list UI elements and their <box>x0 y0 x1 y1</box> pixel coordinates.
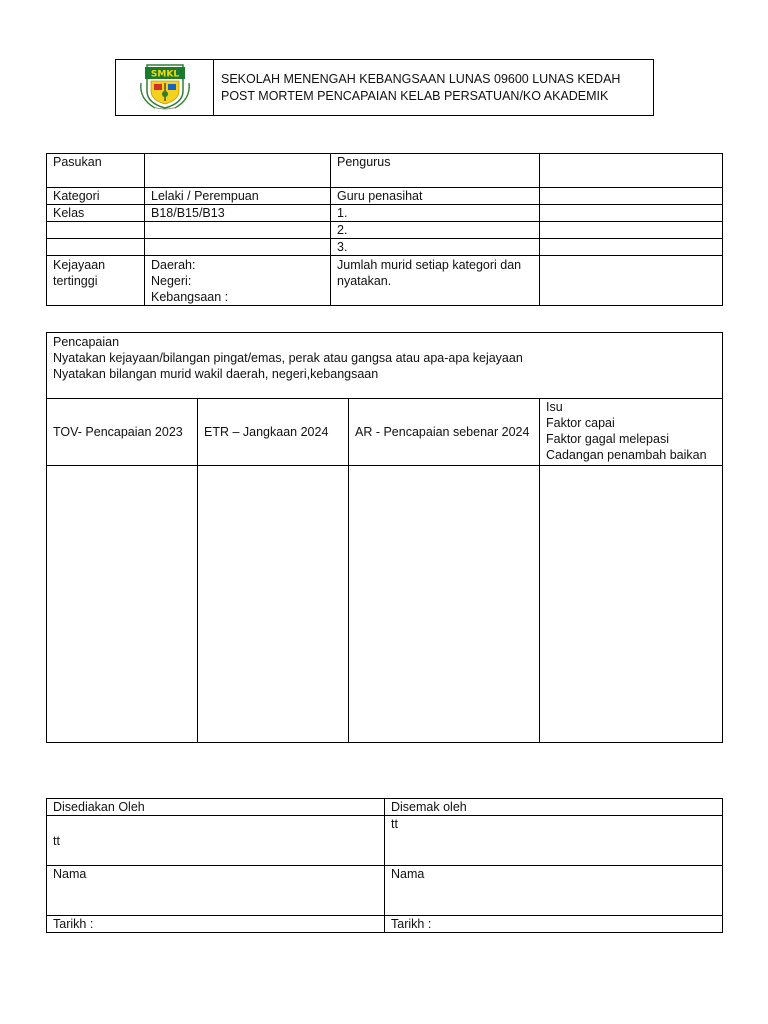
school-crest-icon <box>135 61 195 111</box>
achievement-instruction-2: Nyatakan bilangan murid wakil daerah, negeri,kebangsaan <box>53 367 379 381</box>
jumlah-murid-label: Jumlah murid setiap kategori dan nyatakan. <box>331 256 540 306</box>
title-cell <box>214 60 654 116</box>
faktor-gagal-label: Faktor gagal melepasi <box>546 432 669 446</box>
faktor-capai-label: Faktor capai <box>546 416 615 430</box>
achievement-table <box>46 332 723 743</box>
kejayaan-label: Kejayaan tertinggi <box>47 256 145 306</box>
guru-penasihat-value-cell[interactable] <box>540 188 723 205</box>
daerah-label: Daerah: <box>151 258 196 272</box>
achievement-instruction-1: Nyatakan kejayaan/bilangan pingat/emas, perak atau gangsa atau apa-apa kejayaan <box>53 351 523 365</box>
kategori-value: Lelaki / Perempuan <box>145 188 331 205</box>
kejayaan-levels <box>145 256 331 306</box>
pengurus-value-cell[interactable] <box>540 154 723 188</box>
col-tov: TOV- Pencapaian 2023 <box>47 399 198 466</box>
school-name: SEKOLAH MENENGAH KEBANGSAAN LUNAS 09600 LUNAS KEDAH <box>221 71 621 86</box>
nama-right-cell[interactable] <box>385 866 723 916</box>
disediakan-label: Disediakan Oleh <box>47 799 385 816</box>
nama-left-label: Nama <box>53 867 87 881</box>
achievement-header <box>47 333 723 399</box>
kelas-value: B18/B15/B13 <box>145 205 331 222</box>
header-table <box>115 59 654 116</box>
tarikh-left-label: Tarikh : <box>53 917 94 931</box>
tt-left-label: tt <box>53 833 60 848</box>
tt-left-cell[interactable] <box>47 816 385 866</box>
blank-cell <box>145 222 331 239</box>
pasukan-value-cell[interactable] <box>145 154 331 188</box>
signature-table <box>46 798 723 933</box>
blank-cell <box>47 239 145 256</box>
kategori-label: Kategori <box>47 188 145 205</box>
logo-cell <box>116 60 214 116</box>
col-isu <box>540 399 723 466</box>
tarikh-left-cell[interactable] <box>47 916 385 933</box>
cadangan-label: Cadangan penambah baikan <box>546 448 707 462</box>
pasukan-label: Pasukan <box>47 154 145 188</box>
pengurus-label: Pengurus <box>331 154 540 188</box>
disemak-label: Disemak oleh <box>385 799 723 816</box>
ar-entry-cell[interactable] <box>349 466 540 743</box>
nama-right-label: Nama <box>391 867 425 881</box>
tt-right-cell[interactable] <box>385 816 723 866</box>
blank-cell <box>145 239 331 256</box>
col-etr: ETR – Jangkaan 2024 <box>198 399 349 466</box>
guru-item-2: 2. <box>331 222 540 239</box>
guru-item-3-value-cell[interactable] <box>540 239 723 256</box>
kebangsaan-label: Kebangsaan : <box>151 290 229 304</box>
etr-entry-cell[interactable] <box>198 466 349 743</box>
guru-item-3: 3. <box>331 239 540 256</box>
isu-label: Isu <box>546 400 563 414</box>
tarikh-right-label: Tarikh : <box>391 917 432 931</box>
guru-item-2-value-cell[interactable] <box>540 222 723 239</box>
blank-cell <box>47 222 145 239</box>
info-table <box>46 153 723 306</box>
jumlah-murid-value-cell[interactable] <box>540 256 723 306</box>
guru-item-1: 1. <box>331 205 540 222</box>
isu-entry-cell[interactable] <box>540 466 723 743</box>
tt-right-label: tt <box>391 817 398 831</box>
form-title: POST MORTEM PENCAPAIAN KELAB PERSATUAN/KO AKADEMIK <box>221 88 609 103</box>
achievement-heading: Pencapaian <box>53 335 120 349</box>
guru-penasihat-label: Guru penasihat <box>331 188 540 205</box>
kelas-label: Kelas <box>47 205 145 222</box>
col-ar: AR - Pencapaian sebenar 2024 <box>349 399 540 466</box>
tarikh-right-cell[interactable] <box>385 916 723 933</box>
tov-entry-cell[interactable] <box>47 466 198 743</box>
nama-left-cell[interactable] <box>47 866 385 916</box>
guru-item-1-value-cell[interactable] <box>540 205 723 222</box>
svg-text:SMKL: SMKL <box>150 69 179 79</box>
negeri-label: Negeri: <box>151 274 192 288</box>
